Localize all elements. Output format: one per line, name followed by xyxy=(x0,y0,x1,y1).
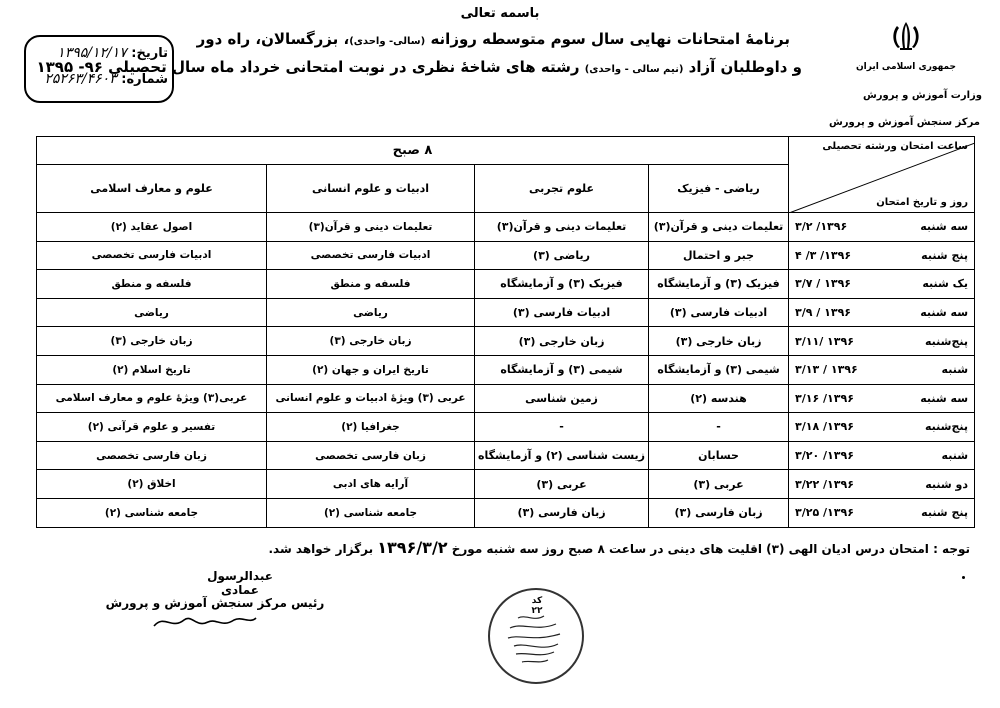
exam-date: ۱۳۹۶/ ۳/۱۸ xyxy=(795,420,854,434)
table-body xyxy=(37,213,975,528)
table-row xyxy=(37,470,975,499)
cell-islamic: اخلاق (۲) xyxy=(37,470,267,499)
exam-day: یک شنبه xyxy=(922,277,969,291)
table-corner-header xyxy=(789,137,975,213)
cell-math: حسابان xyxy=(649,441,789,470)
cell-experimental: زبان خارجی (۳) xyxy=(475,327,649,356)
table-row xyxy=(37,213,975,242)
basmala: باسمه تعالی xyxy=(460,6,540,21)
exam-date: ۱۳۹۶ /۳/۱۱ xyxy=(795,334,854,348)
table-row xyxy=(37,355,975,384)
column-header-humanities: ادبیات و علوم انسانی xyxy=(267,165,475,213)
title-line-2 xyxy=(36,58,802,76)
signatory-title: رئیس مرکز سنجش آموزش و پرورش xyxy=(105,596,325,610)
day-date-cell xyxy=(789,270,975,299)
signatory-name: عبدالرسول عمادی xyxy=(207,569,273,597)
table-row xyxy=(37,498,975,527)
title-line-1 xyxy=(190,30,790,48)
cell-math: زبان خارجی (۳) xyxy=(649,327,789,356)
exam-date: ۱۳۹۶/ ۳/۲ xyxy=(795,220,848,234)
cell-experimental: ادبیات فارسی (۳) xyxy=(475,298,649,327)
cell-humanities: آرایه های ادبی xyxy=(267,470,475,499)
cell-experimental: فیزیک (۳) و آزمایشگاه xyxy=(475,270,649,299)
cell-humanities: عربی (۳) ویژهٔ ادبیات و علوم انسانی xyxy=(267,384,475,413)
cell-math: - xyxy=(649,413,789,442)
title-line-2-start: و داوطلبان آزاد xyxy=(688,58,802,76)
cell-math: هندسه (۲) xyxy=(649,384,789,413)
stamp-code: کد ۲۲ xyxy=(531,596,543,616)
cell-experimental: تعلیمات دینی و قرآن(۳) xyxy=(475,213,649,242)
date-value: ۱۳۹۵/۱۲/۱۷ xyxy=(57,45,127,61)
cell-islamic: تاریخ اسلام (۲) xyxy=(37,355,267,384)
exam-day: پنج شنبه xyxy=(921,248,969,262)
corner-header-top: ساعت امتحان ورشته تحصیلی xyxy=(822,141,969,152)
exam-day: پنج‌شنبه xyxy=(924,420,969,434)
day-date-cell xyxy=(789,470,975,499)
column-header-experimental: علوم تجربی xyxy=(475,165,649,213)
exam-day: شنبه xyxy=(941,363,969,377)
cell-islamic: فلسفه و منطق xyxy=(37,270,267,299)
cell-math: ادبیات فارسی (۳) xyxy=(649,298,789,327)
date-row xyxy=(32,45,168,61)
table-row xyxy=(37,327,975,356)
exam-day: سه شنبه xyxy=(920,306,969,320)
cell-math: تعلیمات دینی و قرآن(۳) xyxy=(649,213,789,242)
column-header-math: ریاضی - فیزیک xyxy=(649,165,789,213)
cell-math: شیمی (۳) و آزمایشگاه xyxy=(649,355,789,384)
cell-humanities: تعلیمات دینی و قرآن(۳) xyxy=(267,213,475,242)
cell-islamic: زبان فارسی تخصصی xyxy=(37,441,267,470)
cell-experimental: شیمی (۳) و آزمایشگاه xyxy=(475,355,649,384)
cell-math: فیزیک (۳) و آزمایشگاه xyxy=(649,270,789,299)
note-label: توجه : xyxy=(933,542,970,556)
date-label: تاریخ: xyxy=(131,46,168,61)
cell-islamic: اصول عقاید (۲) xyxy=(37,213,267,242)
cell-humanities: جغرافیا (۲) xyxy=(267,413,475,442)
note-date: ۱۳۹۶/۳/۲ xyxy=(377,538,448,557)
day-date-cell xyxy=(789,498,975,527)
table-row xyxy=(37,384,975,413)
exam-time-header: ۸ صبح xyxy=(37,137,789,165)
cell-islamic: عربی(۳) ویژهٔ علوم و معارف اسلامی xyxy=(37,384,267,413)
day-date-cell xyxy=(789,441,975,470)
exam-schedule-table xyxy=(36,136,975,528)
exam-day: شنبه xyxy=(941,449,969,463)
exam-date: ۱۳۹۶/ ۳/۲۵ xyxy=(795,506,854,520)
cell-humanities: جامعه شناسی (۲) xyxy=(267,498,475,527)
cell-math: جبر و احتمال xyxy=(649,241,789,270)
exam-day: سه شنبه xyxy=(920,391,969,405)
cell-islamic: جامعه شناسی (۲) xyxy=(37,498,267,527)
cell-humanities: ادبیات فارسی تخصصی xyxy=(267,241,475,270)
cell-humanities: زبان خارجی (۳) xyxy=(267,327,475,356)
note-text-b: برگزار خواهد شد. xyxy=(268,542,374,556)
cell-humanities: فلسفه و منطق xyxy=(267,270,475,299)
title-line-1-end: ، بزرگسالان، راه دور xyxy=(196,30,350,48)
table-row xyxy=(37,241,975,270)
day-date-cell xyxy=(789,384,975,413)
cell-math: زبان فارسی (۳) xyxy=(649,498,789,527)
cell-islamic: ادبیات فارسی تخصصی xyxy=(37,241,267,270)
exam-date: ۱۳۹۶ / ۳/۹ xyxy=(795,306,852,320)
handwritten-signature-icon xyxy=(150,608,260,634)
day-date-cell xyxy=(789,213,975,242)
day-date-cell xyxy=(789,327,975,356)
cell-humanities: ریاضی xyxy=(267,298,475,327)
table-row xyxy=(37,298,975,327)
note-text-a: امتحان درس ادیان الهی (۳) اقلیت های دینی در ساعت ۸ صبح روز سه شنبه مورخ xyxy=(451,542,929,556)
day-date-cell xyxy=(789,241,975,270)
exam-day: پنج شنبه xyxy=(921,506,969,520)
cell-humanities: تاریخ ایران و جهان (۲) xyxy=(267,355,475,384)
exam-day: سه شنبه xyxy=(920,220,969,234)
exam-day: دو شنبه xyxy=(925,477,969,491)
number-row xyxy=(32,71,168,87)
exam-date: ۱۳۹۶/ ۳/ ۴ xyxy=(795,248,852,262)
number-value: ۲۵۲۶۳/۴۶۰۳ xyxy=(44,71,117,87)
day-date-cell xyxy=(789,355,975,384)
exam-date: ۱۳۹۶ / ۳/۷ xyxy=(795,277,852,291)
footnote xyxy=(268,538,970,557)
title-line-2-small: (نیم سالی - واحدی) xyxy=(584,64,684,75)
cell-islamic: تفسیر و علوم قرآنی (۲) xyxy=(37,413,267,442)
table-row xyxy=(37,441,975,470)
cell-experimental: زیست شناسی (۲) و آزمایشگاه xyxy=(475,441,649,470)
margin-dot xyxy=(962,576,965,579)
org-ministry: وزارت آموزش و پرورش xyxy=(862,90,982,101)
cell-experimental: زبان فارسی (۳) xyxy=(475,498,649,527)
cell-experimental: زمین شناسی xyxy=(475,384,649,413)
exam-date: ۱۳۹۶ / ۳/۱۳ xyxy=(795,363,858,377)
exam-date: ۱۳۹۶/ ۳/۲۰ xyxy=(795,449,854,463)
iran-emblem-icon xyxy=(886,18,926,54)
table-row xyxy=(37,413,975,442)
title-line-1-main: برنامهٔ امتحانات نهایی سال سوم متوسطه روزانه xyxy=(430,30,790,48)
exam-date: ۱۳۹۶/ ۳/۲۲ xyxy=(795,477,854,491)
stamp-handwriting-icon xyxy=(500,612,570,668)
exam-day: پنج‌شنبه xyxy=(924,334,969,348)
title-line-1-small: (سالی- واحدی) xyxy=(349,36,426,47)
day-date-cell xyxy=(789,413,975,442)
title-line-2-end: رشته های شاخهٔ نظری در نوبت امتحانی خرداد ماه سال تحصیلی ۹۶- ۱۳۹۵ xyxy=(36,58,580,76)
cell-islamic: ریاضی xyxy=(37,298,267,327)
cell-humanities: زبان فارسی تخصصی xyxy=(267,441,475,470)
document-info-box xyxy=(24,35,174,103)
org-center: مرکز سنجش آموزش و پرورش xyxy=(828,117,980,128)
corner-header-bottom: روز و تاریخ امتحان xyxy=(876,197,969,208)
table-row xyxy=(37,270,975,299)
cell-math: عربی (۳) xyxy=(649,470,789,499)
column-header-islamic: علوم و معارف اسلامی xyxy=(37,165,267,213)
number-label: شماره: xyxy=(121,72,168,87)
cell-experimental: عربی (۳) xyxy=(475,470,649,499)
cell-islamic: زبان خارجی (۳) xyxy=(37,327,267,356)
cell-experimental: - xyxy=(475,413,649,442)
day-date-cell xyxy=(789,298,975,327)
cell-experimental: ریاضی (۳) xyxy=(475,241,649,270)
exam-date: ۱۳۹۶/ ۳/۱۶ xyxy=(795,391,854,405)
org-country: جمهوری اسلامی ایران xyxy=(855,62,957,72)
